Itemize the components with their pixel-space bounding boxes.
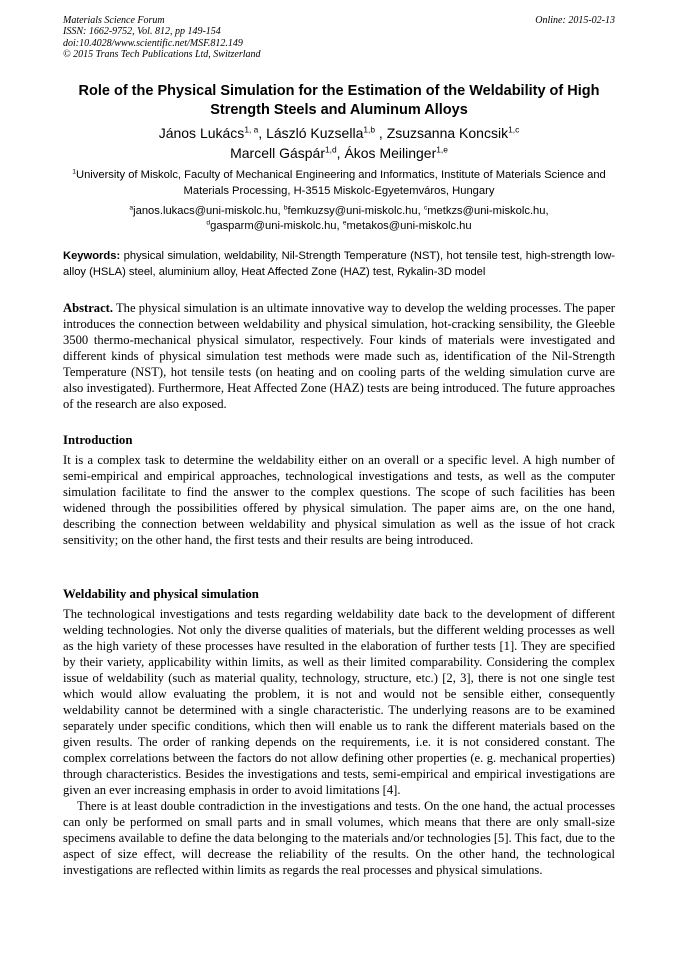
paper-title: Role of the Physical Simulation for the Estimation of the Weldability of High Strength Steels and Aluminum Alloys — [78, 83, 600, 118]
email-link[interactable]: femkuzsy@uni-miskolc.hu, — [287, 205, 421, 217]
email-link[interactable]: metkzs@uni-miskolc.hu, — [427, 205, 549, 217]
introduction-heading: Introduction — [63, 433, 133, 447]
author-name: Marcell Gáspár — [230, 145, 325, 161]
author-list: János Lukács$^{1, a}$, László Kuzsella$^{1,b}$ , Zsuzsanna Koncsik$^{1,c}$ Marcell Gáspár$^{1,d}$, Ákos Meilinger$^{1,e}$ — [158, 124, 520, 161]
introduction-section — [63, 432, 615, 548]
abstract-label: Abstract. — [63, 301, 114, 315]
email-marker: b — [283, 204, 288, 212]
author-superscript: 1,c — [508, 124, 520, 135]
author-name: János Lukács — [158, 125, 245, 141]
email-marker: a — [129, 204, 134, 212]
author-superscript: 1, a — [244, 124, 259, 135]
copyright-line: © 2015 Trans Tech Publications Ltd, Switzerland — [63, 49, 261, 61]
keywords-label: Keywords: — [63, 250, 121, 262]
affiliation-marker: 1 — [72, 168, 76, 176]
author-name: Ákos Meilinger — [344, 145, 437, 161]
email-marker: c — [423, 204, 428, 212]
online-date: Online: 2015-02-13 — [535, 15, 615, 26]
weldability-heading: Weldability and physical simulation — [63, 587, 259, 601]
email-list — [60, 204, 618, 234]
author-name: László Kuzsella — [266, 125, 364, 141]
email-marker: d — [206, 219, 211, 227]
weldability-section — [63, 586, 615, 878]
author-superscript: 1,e — [436, 144, 448, 155]
email-marker: e — [342, 219, 347, 227]
abstract-text: The physical simulation is an ultimate innovative way to develop the welding processes. The paper introduces the connection between weldability and physical simulation, hot-cracking sensibility, the Gleeble 3500 thermo-mechanical physical simulator, respectively. Four kinds of materials were investigated and different kinds of physical simulation test methods were made such as, identification of the Nil-Strength Temperature (NST), hot tensile tests (on heating and on cooling parts of the welding simulation curve are also investigated). Furthermore, Heat Affected Zone (HAZ) tests are being introduced. The future approaches of the research are also exposed. — [63, 301, 616, 411]
page-header — [63, 15, 615, 67]
journal-name: Materials Science Forum — [63, 15, 165, 26]
author-name: Zsuzsanna Koncsik — [386, 125, 509, 141]
email-link[interactable]: metakos@uni-miskolc.hu — [346, 220, 472, 232]
affiliation-text: University of Miskolc, Faculty of Mechanical Engineering and Informatics, Institute of Materials Science and Materials Processing, H-3515 Miskolc-Egyetemváros, Hungary — [75, 169, 606, 197]
weldability-paragraph-2: There is at least double contradiction in the investigations and tests. On the one hand, the actual processes can only be performed on small parts and in small volumes, which means that there are only small-size specimens available to define the data belonging to the materials and/or technologies [5]. This fact, due to the aspect of size effect, will decrease the reliability of the results. On the other hand, the technological investigations are reflected within limits as regards the real processes and physical simulations. — [63, 799, 615, 877]
email-link[interactable]: janos.lukacs@uni-miskolc.hu, — [133, 205, 281, 217]
weldability-paragraph-1: The technological investigations and tests regarding weldability date back to the development of different welding technologies. Not only the diverse qualities of materials, but the different welding processes as well as the high variety of these processes have resulted in the elaboration of further tests [1]. They are specified by their variety, applicability within limits, as well as their limited comparability. Considering the complex issue of weldability (such as material quality, technology, structure, etc.) [2, 3], there is not one single test which would allow evaluating the problem, it is not and would not be sensible either, consequently weldability cannot be determined with a single characteristic. The underlying reasons are to be examined separately under specific conditions, which then will enable us to rank the different materials based on the given results. The order of ranking depends on the requirements, i.e. it is not considered constant. The complex correlations between the factors do not allow defining other properties (e. g. mechanical properties) through characteristics. Besides the investigations and tests, semi-empirical and empirical investigations are given an ever increasing emphasis in order to avoid limitations [4]. — [63, 607, 615, 797]
journal-info — [63, 15, 615, 61]
keywords-text: physical simulation, weldability, Nil-Strength Temperature (NST), hot tensile test, high-strength low-alloy (HSLA) steel, aluminium alloy, Heat Affected Zone (HAZ) test, Rykalin-3D model — [63, 250, 616, 278]
email-link[interactable]: gasparm@uni-miskolc.hu, — [210, 220, 340, 232]
issn-line: ISSN: 1662-9752, Vol. 812, pp 149-154 — [63, 26, 221, 38]
keywords-block — [63, 248, 615, 280]
introduction-paragraph: It is a complex task to determine the weldability either on an overall or a specific level. A high number of semi-empirical and empirical approaches, technological investigations and tests, as well as the computer simulation facilitate to find the answer to the complex questions. The scope of such facilities has been widened through the possibilities offered by physical simulation. The paper aims are, on the one hand, describing the connection between weldability and physical simulation as well as the issue of hot crack sensitivity; on the other hand, the first tests and their results are being introduced. — [63, 453, 615, 547]
author-superscript: 1,d — [325, 144, 337, 155]
author-superscript: 1,b — [363, 124, 376, 135]
abstract-section — [63, 300, 615, 412]
affiliation — [60, 167, 618, 199]
doi-line: doi:10.4028/www.scientific.net/MSF.812.149 — [63, 37, 243, 49]
